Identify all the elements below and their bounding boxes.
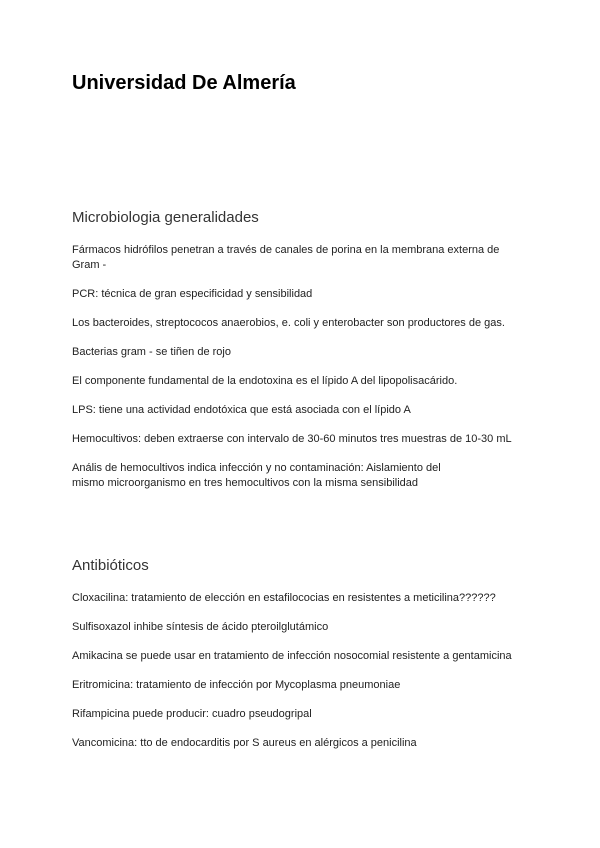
note-item: Hemocultivos: deben extraerse con intervalo de 30-60 minutos tres muestras de 10-30 mL [72, 433, 512, 445]
note-item: Cloxacilina: tratamiento de elección en estafilococias en resistentes a meticilina?????? [72, 592, 496, 604]
note-item: Bacterias gram - se tiñen de rojo [72, 346, 231, 358]
note-item: El componente fundamental de la endotoxina es el lípido A del lipopolisacárido. [72, 375, 458, 387]
note-item: Eritromicina: tratamiento de infección por Mycoplasma pneumoniae [72, 679, 401, 691]
note-item: Anális de hemocultivos indica infección y no contaminación: Aislamiento del mismo microorganismo en tres hemocultivos con la misma sensibilidad [72, 462, 441, 489]
note-item: Los bacteroides, streptococos anaerobios, e. coli y enterobacter son productores de gas. [72, 317, 505, 329]
note-item: Sulfisoxazol inhibe síntesis de ácido pteroilglutámico [72, 621, 329, 633]
document-title: Universidad De Almería [72, 72, 296, 94]
section-microbiologia [72, 209, 532, 505]
section-heading: Microbiologia generalidades [72, 209, 259, 226]
note-item: Amikacina se puede usar en tratamiento de infección nosocomial resistente a gentamicina [72, 650, 512, 662]
note-item: Rifampicina puede producir: cuadro pseudogripal [72, 708, 312, 720]
note-item: Fármacos hidrófilos penetran a través de canales de porina en la membrana externa de Gram - [72, 244, 500, 271]
section-antibioticos [72, 557, 532, 765]
note-item: PCR: técnica de gran especificidad y sensibilidad [72, 288, 313, 300]
section-heading: Antibióticos [72, 557, 149, 574]
note-item: Vancomicina: tto de endocarditis por S aureus en alérgicos a penicilina [72, 737, 417, 749]
note-item: LPS: tiene una actividad endotóxica que está asociada con el lípido A [72, 404, 411, 416]
